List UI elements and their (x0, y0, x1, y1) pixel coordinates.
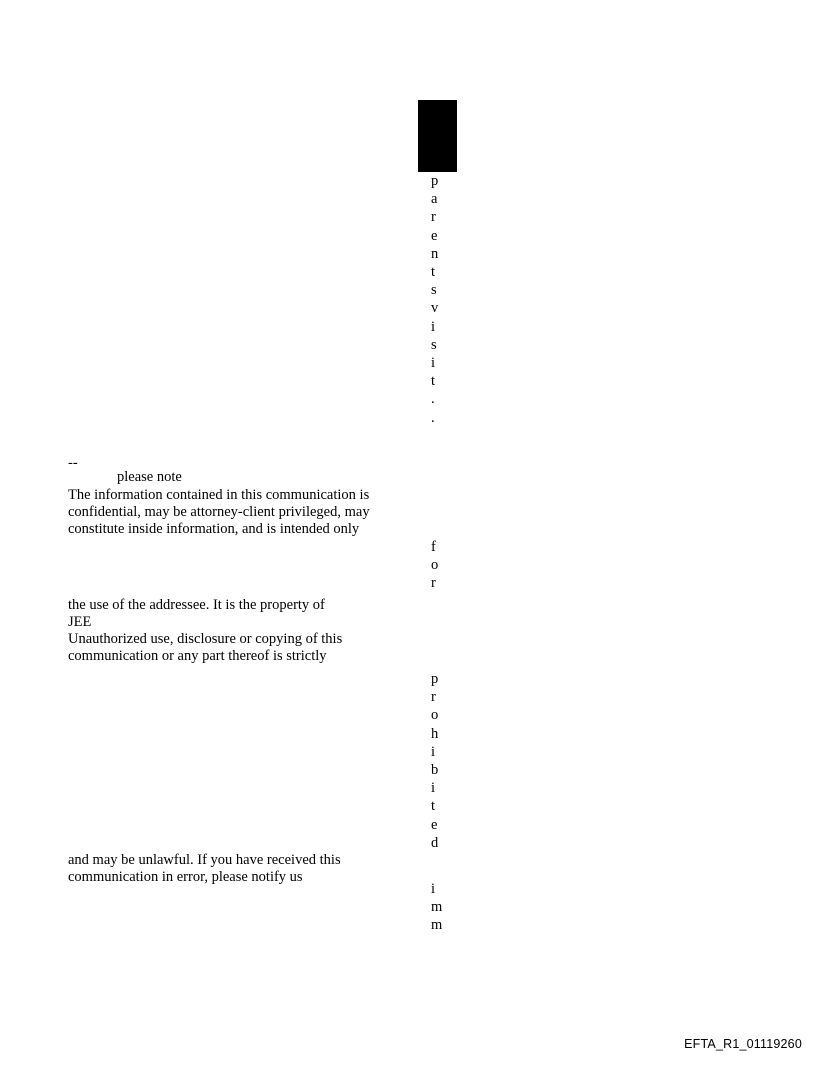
vertical-char: i (431, 355, 436, 372)
vertical-char: m (431, 917, 443, 934)
redaction-block (418, 100, 457, 172)
notice-line-6: Unauthorized use, disclosure or copying of this (68, 631, 343, 647)
notice-line-3: constitute inside information, and is intended only (68, 521, 360, 537)
please-note-label: please note (117, 469, 182, 485)
vertical-text-parents-visit (431, 172, 438, 427)
vertical-char: . (431, 409, 435, 426)
separator-line: -- (68, 455, 78, 471)
vertical-char: e (431, 227, 438, 244)
notice-line-5: JEE (68, 614, 92, 630)
vertical-char: i (431, 881, 436, 897)
vertical-char: b (431, 762, 439, 779)
vertical-char: s (431, 336, 437, 353)
vertical-char: v (431, 300, 439, 317)
notice-line-7: communication or any part thereof is strictly (68, 648, 327, 664)
vertical-char: i (431, 318, 436, 335)
vertical-char: p (431, 671, 439, 687)
vertical-char: o (431, 557, 439, 574)
vertical-text-prohibited (431, 670, 438, 852)
vertical-char: h (431, 725, 439, 742)
vertical-char: m (431, 899, 443, 916)
vertical-char: i (431, 780, 436, 797)
vertical-char: t (431, 264, 436, 281)
vertical-text-imm (431, 880, 442, 935)
vertical-char: t (431, 373, 436, 390)
vertical-char: o (431, 707, 439, 724)
vertical-char: e (431, 816, 438, 833)
vertical-text-for (431, 538, 438, 593)
notice-line-8: and may be unlawful. If you have received this (68, 852, 341, 868)
vertical-char: p (431, 173, 439, 189)
notice-line-9: communication in error, please notify us (68, 869, 303, 885)
notice-line-1: The information contained in this communication is (68, 487, 370, 503)
vertical-char: r (431, 689, 436, 706)
vertical-char: t (431, 798, 436, 815)
notice-line-4: the use of the addressee. It is the property of (68, 597, 325, 613)
vertical-char: i (431, 743, 436, 760)
vertical-char: r (431, 209, 436, 226)
vertical-char: a (431, 191, 438, 208)
vertical-char: n (431, 245, 439, 262)
vertical-char: s (431, 282, 437, 299)
document-id-footer: EFTA_R1_01119260 (684, 1037, 802, 1051)
vertical-char: . (431, 391, 435, 408)
vertical-char: f (431, 539, 436, 555)
vertical-char: r (431, 575, 436, 592)
notice-line-2: confidential, may be attorney-client privileged, may (68, 504, 370, 520)
vertical-char: d (431, 834, 439, 851)
